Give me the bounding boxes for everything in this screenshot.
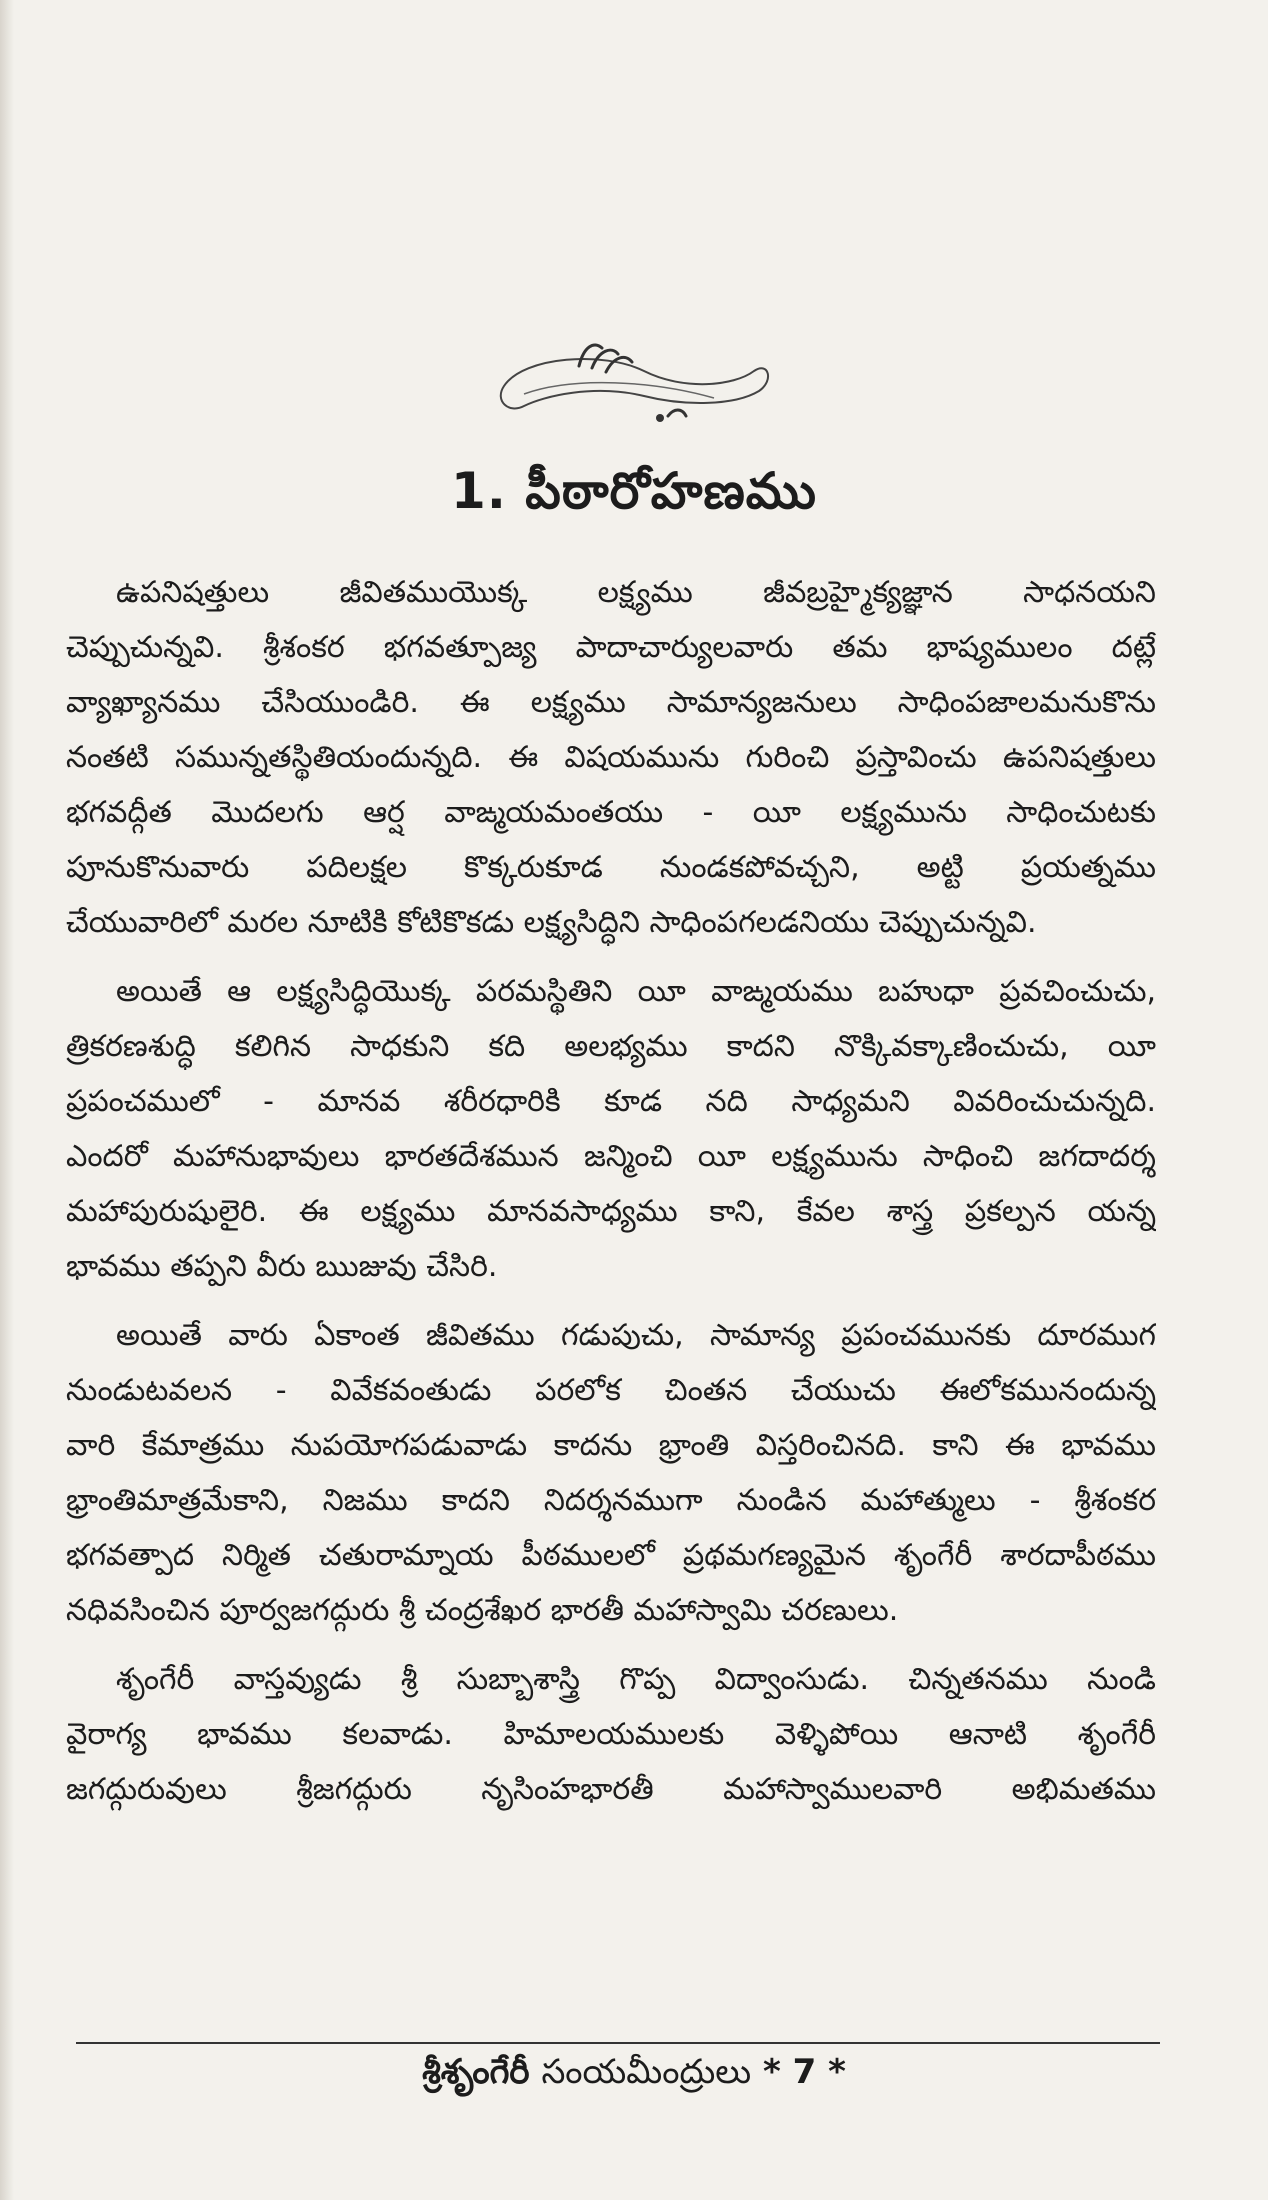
text-line: నధివసించిన పూర్వజగద్గురు శ్రీ చంద్రశేఖర భారతీ మహాస్వామి చరణులు. bbox=[66, 1593, 899, 1628]
text-line: వైరాగ్య భావము కలవాడు. హిమాలయములకు వెళ్ళిపోయి ఆనాటి శృంగేరీ bbox=[66, 1717, 1156, 1752]
text-line: వారి కేమాత్రము నుపయోగపడువాడు కాదను భ్రాంతి విస్తరించినది. కాని ఈ భావము bbox=[66, 1428, 1156, 1463]
text-line: నంతటి సమున్నతస్థితియందున్నది. ఈ విషయమును గురించి ప్రస్తావించు ఉపనిషత్తులు bbox=[66, 740, 1156, 775]
text-line: భావము తప్పని వీరు ఋజువు చేసిరి. bbox=[66, 1249, 498, 1284]
text-line: శృంగేరీ వాస్తవ్యుడు శ్రీ సుబ్బాశాస్త్రి గొప్ప విద్వాంసుడు. చిన్నతనము నుండి bbox=[116, 1662, 1156, 1697]
text-line: ఎందరో మహానుభావులు భారతదేశమున జన్మించి యీ లక్ష్యమును సాధించి జగదాదర్శ bbox=[66, 1139, 1156, 1174]
text-line: భగవద్గీత మొదలగు ఆర్ష వాఙ్మయమంతయు - యీ లక్ష్యమును సాధించుటకు bbox=[66, 795, 1156, 830]
flourish-ornament-icon bbox=[484, 336, 784, 436]
paragraph-4 bbox=[66, 1652, 1156, 1817]
text-line: చెప్పుచున్నవి. శ్రీశంకర భగవత్పూజ్య పాదాచార్యులవారు తమ భాష్యములం దట్లే bbox=[66, 630, 1156, 665]
text-line: వ్యాఖ్యానము చేసియుండిరి. ఈ లక్ష్యము సామాన్యజనులు సాధింపజాలమనుకొను bbox=[66, 685, 1156, 720]
text-line: పూనుకొనువారు పదిలక్షల కొక్కరుకూడ నుండకపోవచ్చని, అట్టి ప్రయత్నము bbox=[66, 850, 1156, 885]
chapter-title: 1. పీఠారోహణము bbox=[451, 462, 817, 520]
text-line: అయితే ఆ లక్ష్యసిద్ధియొక్క పరమస్థితిని యీ వాఙ్మయము బహుధా ప్రవచించుచు, bbox=[116, 974, 1156, 1009]
text-line: త్రికరణశుద్ధి కలిగిన సాధకుని కది అలభ్యము కాదని నొక్కివక్కాణించుచు, యీ bbox=[66, 1029, 1156, 1064]
footer-book-name-2: సంయమీంద్రులు bbox=[541, 2052, 752, 2092]
page-edge bbox=[0, 0, 14, 2200]
paragraph-3 bbox=[66, 1308, 1156, 1638]
text-line: ప్రపంచములో - మానవ శరీరధారికి కూడ నది సాధ్యమని వివరించుచున్నది. bbox=[66, 1084, 1156, 1119]
paragraph-2 bbox=[66, 964, 1156, 1294]
text-line: భ్రాంతిమాత్రమేకాని, నిజము కాదని నిదర్శనముగా నుండిన మహాత్ములు - శ్రీశంకర bbox=[66, 1483, 1156, 1518]
text-line: మహాపురుషులైరి. ఈ లక్ష్యము మానవసాధ్యము కాని, కేవల శాస్త్ర ప్రకల్పన యన్న bbox=[66, 1194, 1156, 1229]
text-line: చేయువారిలో మరల నూటికి కోటికొకడు లక్ష్యసిద్ధిని సాధింపగలడనియు చెప్పుచున్నవి. bbox=[66, 905, 1037, 940]
page-footer bbox=[0, 2052, 1268, 2100]
text-line: అయితే వారు ఏకాంత జీవితము గడుపుచు, సామాన్య ప్రపంచమునకు దూరముగ bbox=[116, 1318, 1156, 1353]
body-text bbox=[66, 565, 1156, 1831]
text-line: జగద్గురువులు శ్రీజగద్గురు నృసింహభారతీ మహాస్వాములవారి అభిమతము bbox=[66, 1772, 1156, 1807]
text-line: భగవత్పాద నిర్మిత చతురామ్నాయ పీఠములలో ప్రథమగణ్యమైన శృంగేరీ శారదాపీఠము bbox=[66, 1538, 1156, 1573]
paragraph-1 bbox=[66, 565, 1156, 950]
text-line: నుండుటవలన - వివేకవంతుడు పరలోక చింతన చేయుచు ఈలోకమునందున్న bbox=[66, 1373, 1156, 1408]
text-line: ఉపనిషత్తులు జీవితముయొక్క లక్ష్యము జీవబ్రహ్మైక్యజ్ఞాన సాధనయని bbox=[116, 575, 1156, 610]
footer-divider bbox=[76, 2042, 1160, 2044]
footer-book-name: శ్రీశృంగేరీ bbox=[422, 2052, 530, 2092]
page-number: * 7 * bbox=[762, 2052, 846, 2092]
